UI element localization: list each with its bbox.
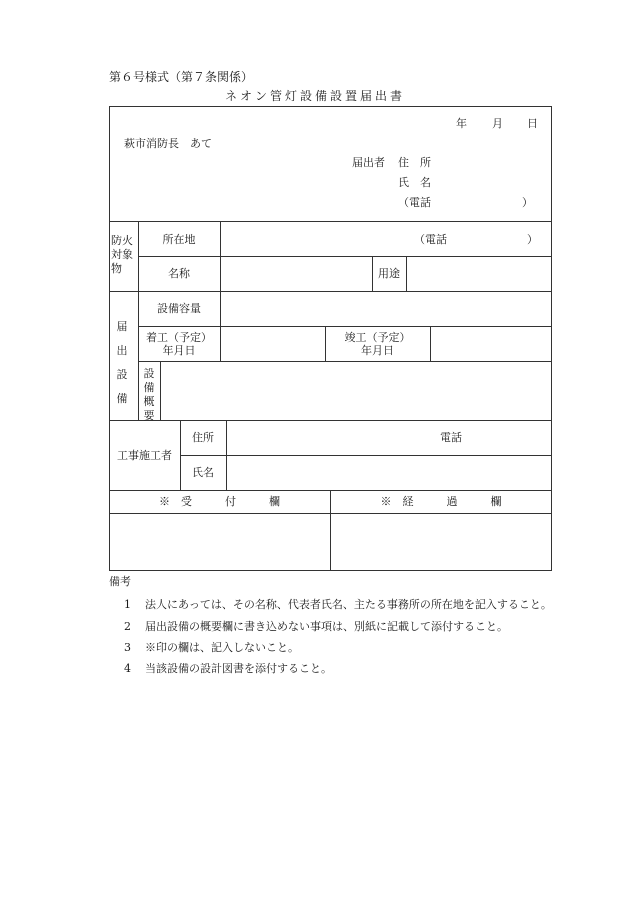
remark-text: 届出設備の概要欄に書き込めない事項は、別紙に記載して添付すること。 <box>145 620 508 633</box>
divider <box>138 256 552 257</box>
reception-label: ※ 受 付 欄 <box>159 495 280 508</box>
summary-label: 設備概要 <box>143 367 155 422</box>
location-phone-close: ） <box>527 233 538 246</box>
remark-number: 2 <box>124 620 131 633</box>
remarks-heading: 備考 <box>109 575 131 588</box>
applicant-phone-open: （電話 <box>398 196 431 209</box>
divider <box>220 221 221 361</box>
divider <box>138 326 552 327</box>
finish-date-label-2: 年月日 <box>361 344 394 357</box>
fire-target-group-label: 防火対象物 <box>111 234 133 275</box>
remark-text: 当該設備の設計図書を添付すること。 <box>145 662 332 675</box>
divider <box>109 221 552 222</box>
divider <box>138 361 552 362</box>
divider <box>430 326 431 361</box>
remark-number: 1 <box>124 598 131 611</box>
equipment-group-label: 届出設備 <box>116 320 128 405</box>
contractor-address-label: 住所 <box>192 431 214 444</box>
remark-number: 3 <box>124 641 131 654</box>
divider <box>180 420 181 490</box>
page-title: ネオン管灯設備設置届出書 <box>224 89 405 103</box>
divider <box>160 361 161 420</box>
target-name-label: 名称 <box>168 267 190 280</box>
remark-number: 4 <box>124 662 131 675</box>
divider <box>109 291 552 292</box>
finish-date-label-1: 竣工（予定） <box>344 331 411 344</box>
date-year: 年 <box>456 117 467 130</box>
usage-label: 用途 <box>378 267 400 280</box>
divider <box>180 455 552 456</box>
divider <box>406 256 407 291</box>
applicant-address-label: 住 所 <box>398 156 431 169</box>
applicant-name-label: 氏 名 <box>398 176 431 189</box>
divider <box>109 420 552 421</box>
applicant-label: 届出者 <box>352 156 385 169</box>
contractor-name-label: 氏名 <box>192 466 214 479</box>
date-month: 月 <box>492 117 503 130</box>
contractor-phone-label: 電話 <box>440 431 462 444</box>
form-number: 第６号様式（第７条関係） <box>109 70 254 84</box>
location-phone-open: （電話 <box>414 233 447 246</box>
start-date-label-2: 年月日 <box>162 344 196 357</box>
date-day: 日 <box>527 117 538 130</box>
remark-text: 法人にあっては、その名称、代表者氏名、主たる事務所の所在地を記入すること。 <box>145 598 552 611</box>
progress-label: ※ 経 過 欄 <box>380 495 502 508</box>
remark-text: ※印の欄は、記入しないこと。 <box>145 641 299 654</box>
location-label: 所在地 <box>162 233 196 246</box>
addressee: 萩市消防長 あて <box>124 137 212 150</box>
capacity-label: 設備容量 <box>157 302 201 315</box>
contractor-group-label: 工事施工者 <box>117 449 172 462</box>
divider <box>138 221 139 420</box>
applicant-phone-close: ） <box>522 196 533 209</box>
start-date-label-1: 着工（予定） <box>146 331 212 344</box>
divider <box>226 420 227 490</box>
